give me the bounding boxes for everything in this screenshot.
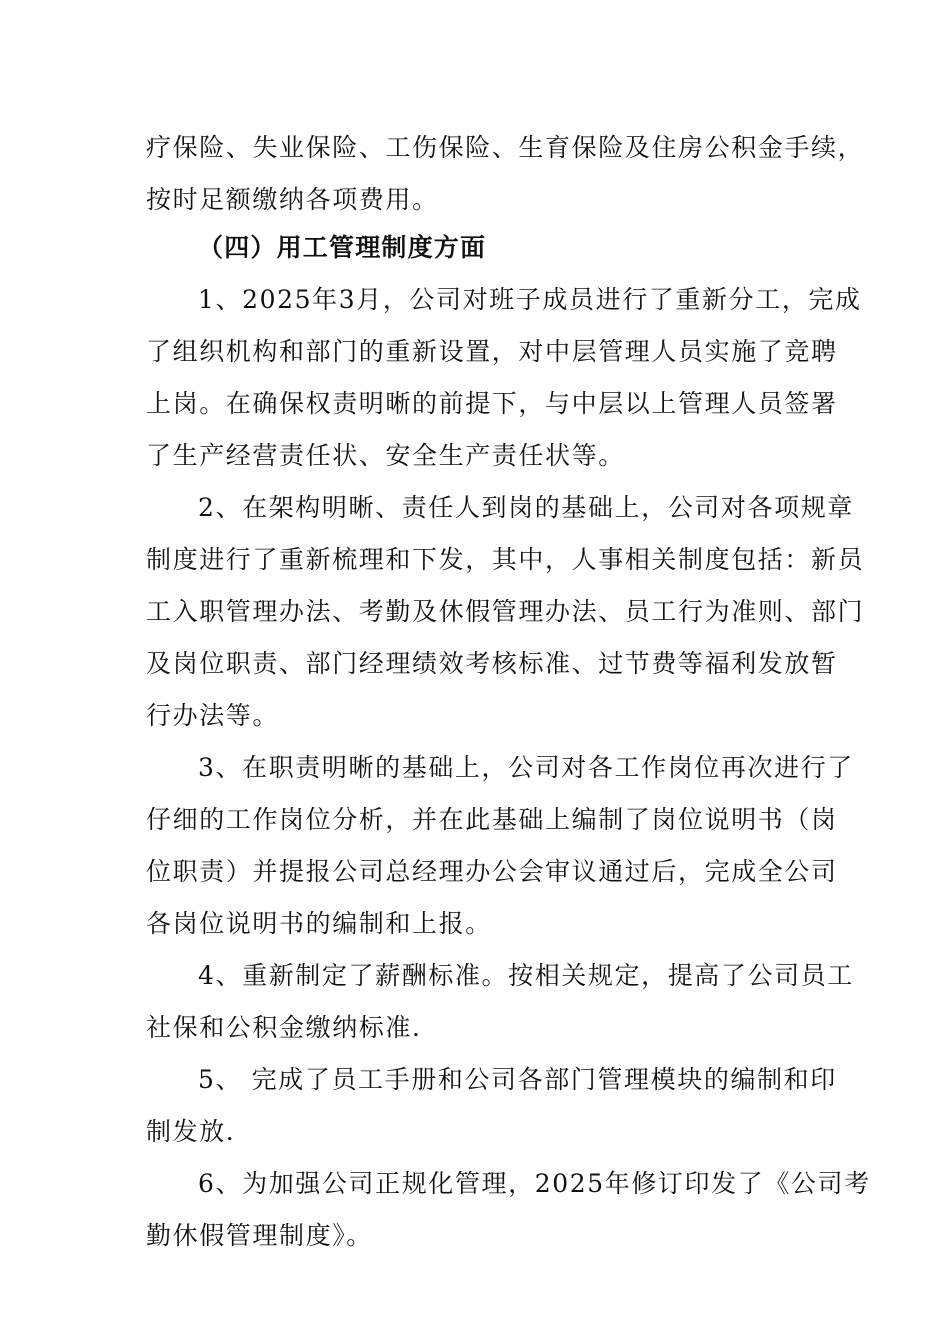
paragraph-first-line: 1、2025年3月，公司对班子成员进行了重新分工，完成 (198, 285, 862, 314)
text-line: 各岗位说明书的编制和上报。 (146, 909, 492, 938)
paragraph-first-line: 4、重新制定了薪酬标准。按相关规定，提高了公司员工 (198, 961, 854, 990)
text-line: 勤休假管理制度》。 (146, 1221, 373, 1250)
paragraph-first-line: 5、 完成了员工手册和公司各部门管理模块的编制和印 (198, 1065, 837, 1094)
paragraph-first-line: 2、在架构明晰、责任人到岗的基础上，公司对各项规章 (198, 493, 854, 522)
text-line: 及岗位职责、部门经理绩效考核标准、过节费等福利发放暂 (146, 649, 838, 678)
text-line: 制发放. (146, 1117, 236, 1146)
section-heading: （四）用工管理制度方面 (198, 233, 487, 262)
text-line: 工入职管理办法、考勤及休假管理办法、员工行为准则、部门 (146, 597, 865, 626)
text-line: 按时足额缴纳各项费用。 (146, 185, 439, 214)
text-line: 位职责）并提报公司总经理办公会审议通过后，完成全公司 (146, 857, 838, 886)
paragraph-first-line: 6、为加强公司正规化管理，2025年修订印发了《公司考 (198, 1169, 871, 1198)
text-line: 了组织机构和部门的重新设置，对中层管理人员实施了竞聘 (146, 337, 838, 366)
text-line: 仔细的工作岗位分析，并在此基础上编制了岗位说明书（岗 (146, 805, 838, 834)
text-line: 行办法等。 (146, 701, 280, 730)
text-line: 了生产经营责任状、安全生产责任状等。 (146, 441, 625, 470)
text-line: 上岗。在确保权责明晰的前提下，与中层以上管理人员签署 (146, 389, 838, 418)
text-line: 疗保险、失业保险、工伤保险、生育保险及住房公积金手续， (146, 133, 865, 162)
text-line: 制度进行了重新梳理和下发，其中，人事相关制度包括：新员 (146, 545, 865, 574)
text-line: 社保和公积金缴纳标准. (146, 1013, 422, 1042)
paragraph-first-line: 3、在职责明晰的基础上，公司对各工作岗位再次进行了 (198, 753, 854, 782)
